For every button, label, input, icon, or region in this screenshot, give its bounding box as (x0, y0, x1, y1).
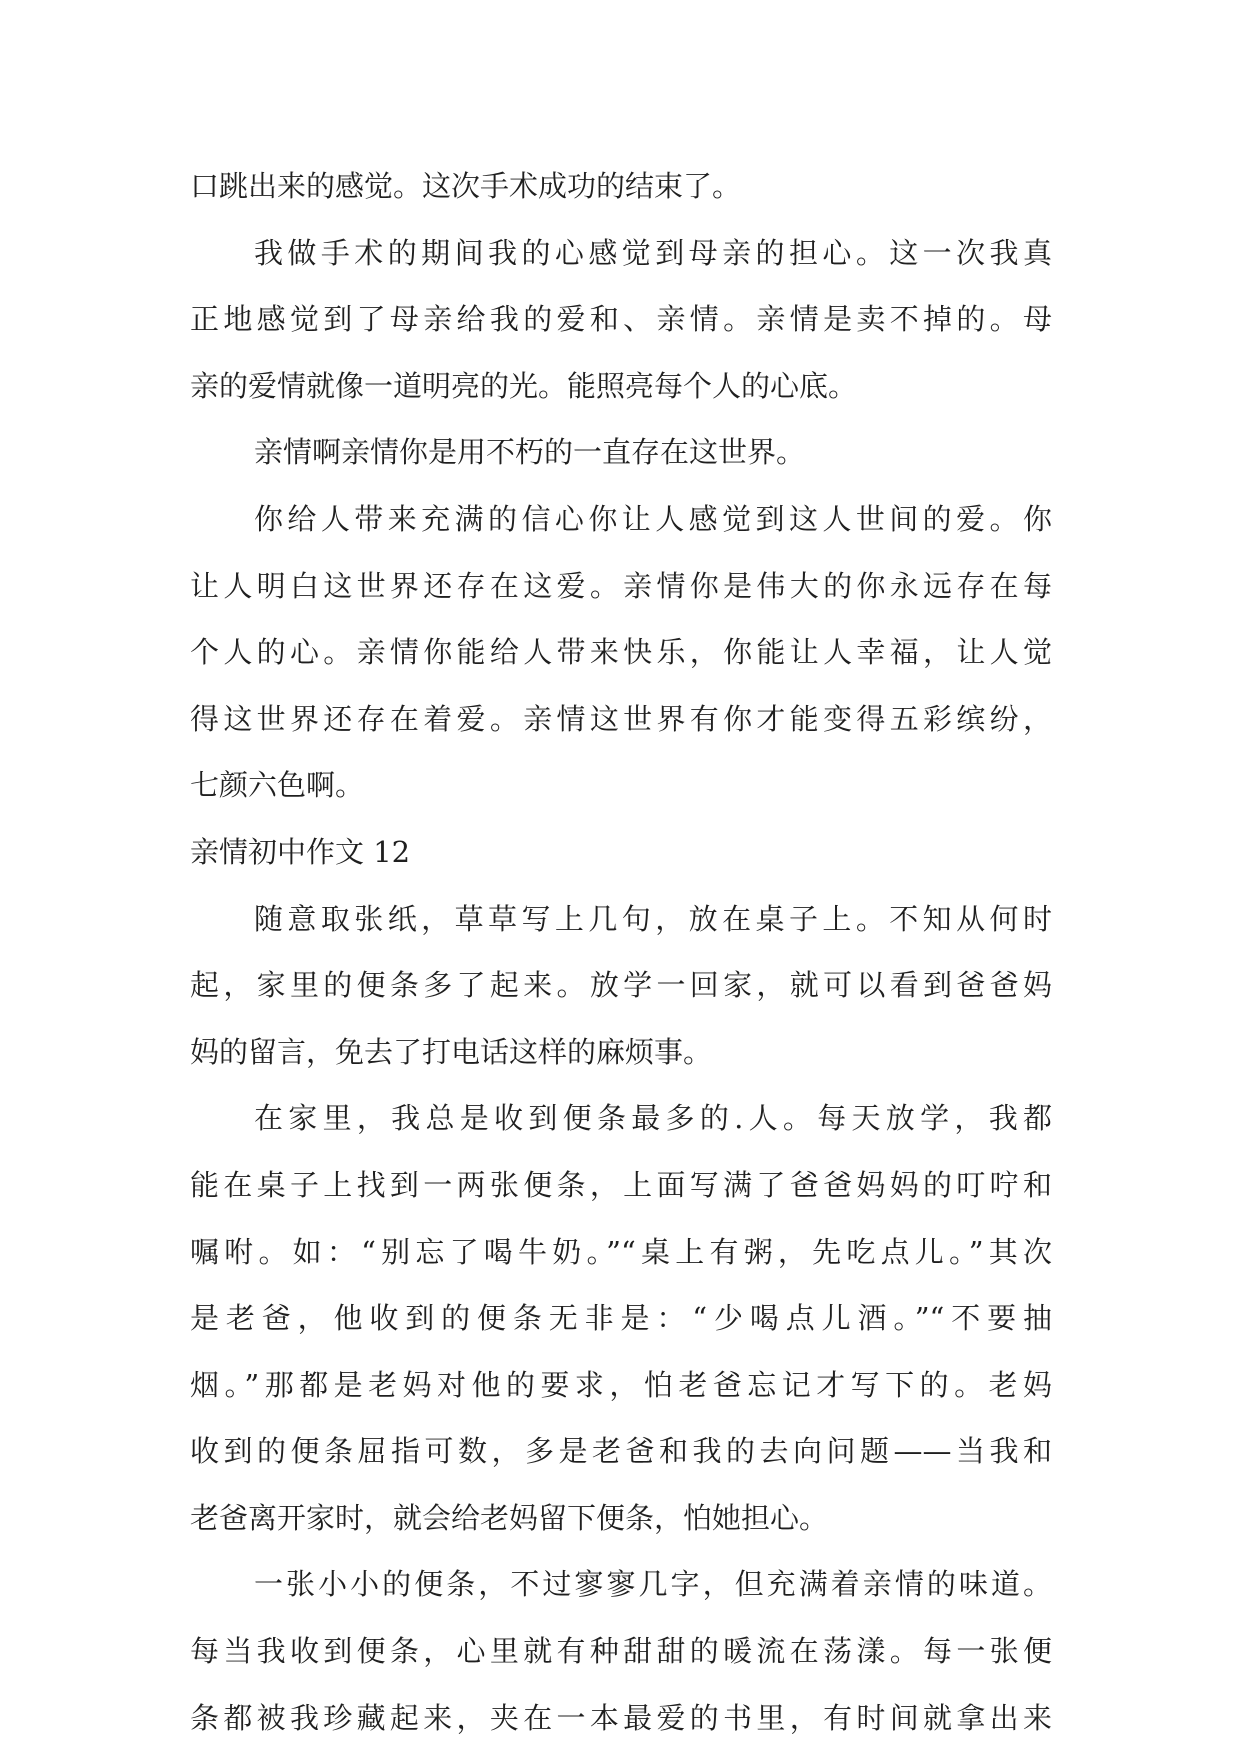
paragraph-start-line: 你给人带来充满的信心你让人感觉到这人世间的爱。你 (254, 501, 1052, 536)
text-line: 亲的爱情就像一道明亮的光。能照亮每个人的心底。 (190, 368, 858, 403)
text-line: 妈的留言，免去了打电话这样的麻烦事。 (190, 1034, 713, 1069)
text-line: 每当我收到便条，心里就有种甜甜的暖流在荡漾。每一张便 (190, 1634, 1052, 1669)
text-line: 收到的便条屈指可数，多是老爸和我的去向问题——当我和 (190, 1434, 1052, 1469)
text-line: 正地感觉到了母亲给我的爱和、亲情。亲情是卖不掉的。母 (190, 302, 1052, 337)
text-line: 能在桌子上找到一两张便条，上面写满了爸爸妈妈的叮咛和 (190, 1167, 1052, 1202)
text-line: 得这世界还存在着爱。亲情这世界有你才能变得五彩缤纷， (190, 701, 1052, 736)
text-line: 条都被我珍藏起来，夹在一本最爱的书里，有时间就拿出来 (190, 1700, 1052, 1735)
text-line: 嘱咐。如：“别忘了喝牛奶。”“桌上有粥，先吃点儿。”其次 (190, 1234, 1052, 1269)
paragraph-start-line: 在家里，我总是收到便条最多的.人。每天放学，我都 (254, 1101, 1052, 1136)
paragraph-start-line: 亲情啊亲情你是用不朽的一直存在这世界。 (254, 435, 806, 470)
paragraph-start-line: 随意取张纸，草草写上几句，放在桌子上。不知从何时 (254, 901, 1052, 936)
text-line: 起，家里的便条多了起来。放学一回家，就可以看到爸爸妈 (190, 968, 1052, 1003)
paragraph-start-line: 一张小小的便条，不过寥寥几字，但充满着亲情的味道。 (254, 1567, 1052, 1602)
paragraph-start-line: 我做手术的期间我的心感觉到母亲的担心。这一次我真 (254, 235, 1052, 270)
text-line: 烟。”那都是老妈对他的要求，怕老爸忘记才写下的。老妈 (190, 1367, 1052, 1402)
text-line: 七颜六色啊。 (190, 768, 365, 803)
text-line: 老爸离开家时，就会给老妈留下便条，怕她担心。 (190, 1500, 829, 1535)
text-line: 口跳出来的感觉。这次手术成功的结束了。 (190, 169, 742, 203)
text-line: 个人的心。亲情你能给人带来快乐，你能让人幸福，让人觉 (190, 635, 1052, 670)
text-line: 是老爸，他收到的便条无非是：“少喝点儿酒。”“不要抽 (190, 1301, 1052, 1336)
text-line: 让人明白这世界还存在这爱。亲情你是伟大的你永远存在每 (190, 568, 1052, 603)
essay-text (190, 153, 1052, 1751)
section-heading: 亲情初中作文 12 (190, 834, 411, 869)
